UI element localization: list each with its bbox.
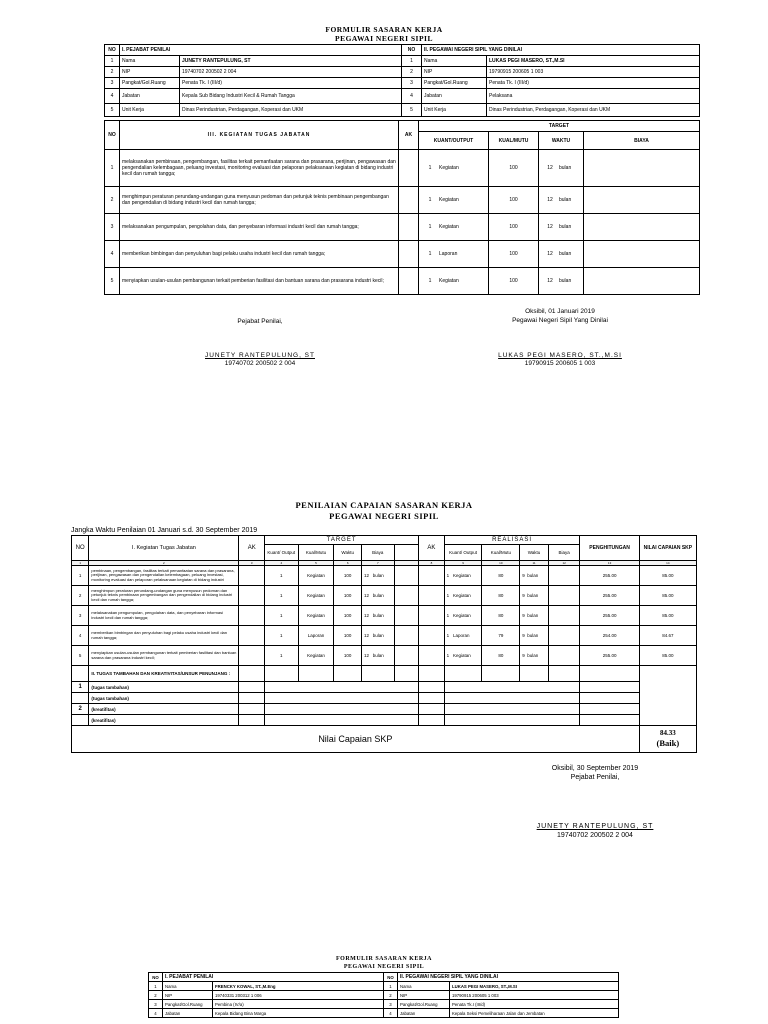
extra-label: (kreatifitas) bbox=[89, 704, 239, 715]
row-value: Kepala Sub Bidang Industri Kecil & Rumah Tangga bbox=[180, 89, 402, 104]
form1-task-row bbox=[105, 241, 700, 268]
form1-no-header-right: NO bbox=[402, 45, 422, 56]
form3-no-header-right: NO bbox=[384, 973, 398, 982]
nilai-value: 84.67 bbox=[639, 626, 696, 646]
t-unit: Kegiatan bbox=[298, 606, 334, 626]
task-waktu: 12 bulan bbox=[539, 268, 584, 295]
penghitungan-value: 255.00 bbox=[580, 566, 639, 586]
row-label: Pangkat/Gol.Ruang bbox=[163, 1000, 213, 1009]
task-biaya bbox=[584, 150, 700, 187]
row-value: Penata Tk. I (III/d) bbox=[487, 78, 700, 89]
col-num: 12 bbox=[548, 561, 580, 566]
extra-label: (kreatifitas) bbox=[89, 715, 239, 726]
form2-extra-header-row bbox=[72, 666, 697, 682]
task-text: menyiapkan usulan-usulan pembangunan terkait pemberian fasilitasi dan bantuan sarana dan prasarana industri kecil; bbox=[89, 646, 239, 666]
t-biaya bbox=[394, 626, 419, 646]
form2-evaluation-table bbox=[71, 535, 697, 753]
row-label: Jabatan bbox=[422, 89, 487, 104]
form1-task-row bbox=[105, 150, 700, 187]
form3-pns-header: II. PEGAWAI NEGERI SIPIL YANG DINILAI bbox=[398, 973, 619, 982]
task-ak bbox=[239, 606, 265, 626]
form1-kual-header: KUAL/MUTU bbox=[489, 132, 539, 150]
form2-pejabat-nip: 19740702 200502 2 004 bbox=[557, 832, 633, 839]
task-ak bbox=[399, 214, 419, 241]
form2-r-kuant-header: Kuant/ Output bbox=[444, 545, 482, 561]
nilai-value: 85.00 bbox=[639, 646, 696, 666]
task-ak bbox=[239, 566, 265, 586]
task-text: pembinaan, pengembangan, fasilitas terkait pemanfaatan sarana dan prasarana, perijinan, pengawasan dan pengendalian kelembagaan, peluang investasi, monitoring evaluasi dan pelaporan pelaksanaan kegiatan di bidang industri bbox=[89, 566, 239, 586]
t-waktu: 12 bulan bbox=[361, 646, 394, 666]
task-text: menghimpun peraturan perundang-undangan guna menyusun pedoman dan petunjuk teknis pembinaan pengembangan dan pengendalian di bidang industri kecil dan rumah tangga; bbox=[120, 187, 399, 214]
row-no: 1 bbox=[149, 982, 163, 991]
form1-identity-row bbox=[105, 104, 700, 117]
col-num: 13 bbox=[580, 561, 639, 566]
row-no: 3 bbox=[384, 1000, 398, 1009]
form2-pejabat-title: Pejabat Penilai, bbox=[570, 774, 620, 781]
t-kual: 100 bbox=[334, 626, 362, 646]
task-no: 1 bbox=[105, 150, 120, 187]
row-value: 19740702 200502 2 004 bbox=[180, 67, 402, 78]
task-kual: 100 bbox=[489, 241, 539, 268]
task-text: melaksanakan pembinaan, pengembangan, fasilitas terkait pemanfaatan sarana dan prasarana, perijinan, pengawasan dan pengendalian kelembagaan, peluang investasi, monitoring evaluasi dan pelaporan pelaksanaan kegiatan di bidang industri kecil dan rumah tangga; bbox=[120, 150, 399, 187]
extra-no bbox=[72, 666, 89, 682]
row-no: 4 bbox=[149, 1009, 163, 1018]
row-no: 2 bbox=[402, 67, 422, 78]
task-no: 5 bbox=[105, 268, 120, 295]
task-text: melaksanakan pengumpulan, pengolahan data, dan penyebaran informasi industri kecil dan rumah tangga; bbox=[120, 214, 399, 241]
form2-task-row bbox=[72, 646, 697, 666]
form2-task-row bbox=[72, 566, 697, 586]
extra-nilai-blank bbox=[639, 666, 696, 726]
t-unit: Kegiatan bbox=[298, 586, 334, 606]
row-label: NIP bbox=[163, 991, 213, 1000]
form2-r-kual-header: Kual/Mutu bbox=[482, 545, 520, 561]
form1-waktu-header: WAKTU bbox=[539, 132, 584, 150]
r-biaya bbox=[548, 626, 580, 646]
t-waktu: 12 bulan bbox=[361, 586, 394, 606]
row-value: Pembina (IV/a) bbox=[213, 1000, 384, 1009]
task-kuant: 1 Kegiatan bbox=[419, 187, 489, 214]
form2-penghitungan-header: PENGHITUNGAN bbox=[580, 536, 639, 561]
form2-no-header: NO bbox=[72, 536, 89, 561]
form2-task-row bbox=[72, 606, 697, 626]
form1-task-ak-header: AK bbox=[399, 121, 419, 150]
row-no: 4 bbox=[105, 89, 120, 104]
nilai-capaian-value: 84.33 bbox=[659, 729, 676, 737]
t-kual: 100 bbox=[334, 606, 362, 626]
t-kual: 100 bbox=[334, 646, 362, 666]
col-num: 3 bbox=[239, 561, 265, 566]
form2-task-row bbox=[72, 586, 697, 606]
form1-identity-row bbox=[105, 78, 700, 89]
row-no: 1 bbox=[105, 56, 120, 67]
t-biaya bbox=[394, 646, 419, 666]
task-kual: 100 bbox=[489, 268, 539, 295]
row-label: Pangkat/Gol.Ruang bbox=[422, 78, 487, 89]
form2-ak-header: AK bbox=[239, 536, 265, 561]
task-waktu: 12 bulan bbox=[539, 187, 584, 214]
task-no: 5 bbox=[72, 646, 89, 666]
task-ak bbox=[399, 150, 419, 187]
r-kuant: 1 Kegiatan bbox=[444, 646, 482, 666]
form2-extra-row bbox=[72, 693, 697, 704]
form3-identity-row bbox=[149, 1009, 619, 1018]
row-label: Pangkat/Gol.Ruang bbox=[398, 1000, 450, 1009]
task-kual: 100 bbox=[489, 214, 539, 241]
t-kuant: 1 bbox=[264, 626, 298, 646]
row-label: NIP bbox=[120, 67, 180, 78]
t-unit: Kegiatan bbox=[298, 566, 334, 586]
t-waktu: 12 bulan bbox=[361, 626, 394, 646]
row-value: Pelaksana bbox=[487, 89, 700, 104]
form3-title-line1: FORMULIR SASARAN KERJA bbox=[335, 956, 432, 962]
t-unit: Kegiatan bbox=[298, 646, 334, 666]
task-ak bbox=[239, 646, 265, 666]
row-no: 3 bbox=[402, 78, 422, 89]
task-no: 4 bbox=[72, 626, 89, 646]
r-kuant: 1 Laporan bbox=[444, 626, 482, 646]
row-no: 3 bbox=[105, 78, 120, 89]
form2-t-kuant-header: Kuant/ Output bbox=[264, 545, 298, 561]
penghitungan-value: 255.00 bbox=[580, 586, 639, 606]
task-no: 2 bbox=[105, 187, 120, 214]
r-kuant: 1 Kegiatan bbox=[444, 606, 482, 626]
row-label: NIP bbox=[422, 67, 487, 78]
task-kuant: 1 Kegiatan bbox=[419, 268, 489, 295]
col-num: 6 bbox=[334, 561, 362, 566]
col-num: 11 bbox=[520, 561, 549, 566]
task-ak bbox=[239, 586, 265, 606]
form2-period: Jangka Waktu Penilaian 01 Januari s.d. 30 September 2019 bbox=[71, 527, 258, 534]
col-num: 10 bbox=[482, 561, 520, 566]
task-text: menghimpun peraturan perundang-undangan guna menyusun pedoman dan petunjuk teknis pembinaan pengembangan dan pengendalian di bidang industri kecil dan rumah tangga; bbox=[89, 586, 239, 606]
form1-no-header: NO bbox=[105, 45, 120, 56]
form2-extra-row bbox=[72, 704, 697, 715]
form1-pns-nip: 19790915 200605 1 003 bbox=[524, 360, 596, 367]
t-biaya bbox=[394, 606, 419, 626]
form3-identity-row bbox=[149, 991, 619, 1000]
col-num: 14 bbox=[639, 561, 696, 566]
row-value: Penata Tk.I (III/d) bbox=[450, 1000, 619, 1009]
task-ak bbox=[399, 187, 419, 214]
r-biaya bbox=[548, 586, 580, 606]
t-waktu: 12 bulan bbox=[361, 566, 394, 586]
nilai-capaian-cell bbox=[639, 726, 696, 753]
col-num: 8 bbox=[419, 561, 445, 566]
row-no: 4 bbox=[402, 89, 422, 104]
extra-no bbox=[72, 693, 89, 704]
row-value: Kepala Seksi Pemeliharaan Jalan dan Jembatan bbox=[450, 1009, 619, 1018]
form1-pejabat-header: I. PEJABAT PENILAI bbox=[120, 45, 402, 56]
task-text: menyiapkan usulan-usulan pembangunan terkait pemberian fasilitasi dan bantuan sarana dan prasarana industri kecil; bbox=[120, 268, 399, 295]
form2-place-date: Oksibil, 30 September 2019 bbox=[551, 765, 639, 772]
col-num: 5 bbox=[298, 561, 334, 566]
form2-nilai-row bbox=[72, 726, 697, 753]
penghitungan-value: 255.00 bbox=[580, 606, 639, 626]
task-waktu: 12 bulan bbox=[539, 241, 584, 268]
col-num: 1 bbox=[72, 561, 89, 566]
form2-t-empty-header bbox=[394, 545, 419, 561]
nilai-value: 85.00 bbox=[639, 586, 696, 606]
row-value: JUNETY RANTEPULUNG, ST bbox=[180, 56, 402, 67]
form2-t-waktu-header: Waktu bbox=[334, 545, 362, 561]
r-kual: 80 bbox=[482, 566, 520, 586]
r-biaya bbox=[548, 646, 580, 666]
task-kual: 100 bbox=[489, 187, 539, 214]
row-value: 19790915 200605 1 003 bbox=[487, 67, 700, 78]
task-no: 1 bbox=[72, 566, 89, 586]
form1-task-row bbox=[105, 268, 700, 295]
nilai-value: 85.00 bbox=[639, 566, 696, 586]
r-kuant: 1 Kegiatan bbox=[444, 566, 482, 586]
row-no: 3 bbox=[149, 1000, 163, 1009]
r-waktu: 9 bulan bbox=[520, 626, 549, 646]
r-waktu: 9 bulan bbox=[520, 566, 549, 586]
t-waktu: 12 bulan bbox=[361, 606, 394, 626]
row-no: 5 bbox=[402, 104, 422, 117]
task-ak bbox=[399, 268, 419, 295]
row-no: 1 bbox=[402, 56, 422, 67]
form1-task-row bbox=[105, 187, 700, 214]
task-waktu: 12 bulan bbox=[539, 150, 584, 187]
form1-identity-table bbox=[104, 44, 700, 117]
task-biaya bbox=[584, 214, 700, 241]
row-label: Nama bbox=[422, 56, 487, 67]
t-kuant: 1 bbox=[264, 646, 298, 666]
task-ak bbox=[399, 241, 419, 268]
penghitungan-value: 254.00 bbox=[580, 626, 639, 646]
form1-pns-title: Pegawai Negeri Sipil Yang Dinilai bbox=[512, 317, 608, 324]
row-value: Penata Tk. I (III/d) bbox=[180, 78, 402, 89]
form1-pns-name: LUKAS PEGI MASERO, ST.,M.SI bbox=[498, 352, 622, 359]
t-unit: Laporan bbox=[298, 626, 334, 646]
form1-pejabat-name: JUNETY RANTEPULUNG, ST bbox=[204, 352, 315, 359]
form2-ak2-header: AK bbox=[419, 536, 445, 561]
nilai-capaian-kategori: (Baik) bbox=[656, 738, 680, 748]
form3-no-header: NO bbox=[149, 973, 163, 982]
r-kual: 79 bbox=[482, 626, 520, 646]
row-label: Nama bbox=[120, 56, 180, 67]
r-kual: 80 bbox=[482, 646, 520, 666]
row-label: Jabatan bbox=[398, 1009, 450, 1018]
r-biaya bbox=[548, 566, 580, 586]
r-ak bbox=[419, 626, 445, 646]
row-value: LUKAS PEGI MASERO, ST.,M.SI bbox=[487, 56, 700, 67]
task-kuant: 1 Kegiatan bbox=[419, 150, 489, 187]
r-kual: 80 bbox=[482, 606, 520, 626]
form2-realisasi-header: REALISASI bbox=[444, 536, 580, 545]
form1-biaya-header: BIAYA bbox=[584, 132, 700, 150]
row-value: Kepala Bidang Bina Marga bbox=[213, 1009, 384, 1018]
task-biaya bbox=[584, 268, 700, 295]
t-kuant: 1 bbox=[264, 566, 298, 586]
task-ak bbox=[239, 626, 265, 646]
form1-task-row bbox=[105, 214, 700, 241]
row-label: NIP bbox=[398, 991, 450, 1000]
form1-task-kegiatan-header: III. KEGIATAN TUGAS JABATAN bbox=[120, 121, 399, 150]
task-text: memberikan bimbingan dan penyuluhan bagi pelaku usaha industri kecil dan rumah tangga; bbox=[120, 241, 399, 268]
row-value: 19740331 200312 1 006 bbox=[213, 991, 384, 1000]
form1-task-no-header: NO bbox=[105, 121, 120, 150]
form1-pejabat-nip: 19740702 200502 2 004 bbox=[224, 360, 296, 367]
r-biaya bbox=[548, 606, 580, 626]
form1-title-line2: PEGAWAI NEGERI SIPIL bbox=[335, 34, 433, 43]
task-no: 3 bbox=[105, 214, 120, 241]
form3-title bbox=[0, 955, 768, 971]
form1-identity-row bbox=[105, 89, 700, 104]
form2-nilai-header: NILAI CAPAIAN SKP bbox=[639, 536, 696, 561]
extra-header: II. TUGAS TAMBAHAN DAN KREATIVITAS/UNSUR PENUNJANG : bbox=[89, 666, 239, 682]
task-text: memberikan bimbingan dan penyuluhan bagi pelaku usaha industri kecil dan rumah tangga; bbox=[89, 626, 239, 646]
form1-identity-row bbox=[105, 67, 700, 78]
task-kuant: 1 Kegiatan bbox=[419, 214, 489, 241]
col-num: 9 bbox=[444, 561, 482, 566]
row-no: 5 bbox=[105, 104, 120, 117]
row-label: Unit Kerja bbox=[422, 104, 487, 117]
form2-extra-row bbox=[72, 715, 697, 726]
form3-pejabat-header: I. PEJABAT PENILAI bbox=[163, 973, 384, 982]
r-ak bbox=[419, 646, 445, 666]
task-no: 3 bbox=[72, 606, 89, 626]
col-num: 7 bbox=[361, 561, 394, 566]
row-no: 2 bbox=[105, 67, 120, 78]
form3-identity-row bbox=[149, 1000, 619, 1009]
r-waktu: 9 bulan bbox=[520, 646, 549, 666]
t-biaya bbox=[394, 566, 419, 586]
form2-t-biaya-header: Biaya bbox=[361, 545, 394, 561]
extra-no: 1 bbox=[72, 682, 89, 693]
r-waktu: 9 bulan bbox=[520, 606, 549, 626]
form2-t-kual-header: Kual/Mutu bbox=[298, 545, 334, 561]
row-label: Nama bbox=[163, 982, 213, 991]
form1-pejabat-title: Pejabat Penilai, bbox=[237, 318, 283, 325]
form1-pns-header: II. PEGAWAI NEGERI SIPIL YANG DINILAI bbox=[422, 45, 700, 56]
task-text: melaksanakan pengumpulan, pengolahan data, dan penyebaran informasi industri kecil dan rumah tangga; bbox=[89, 606, 239, 626]
row-label: Nama bbox=[398, 982, 450, 991]
form3-identity-table bbox=[148, 972, 619, 1018]
row-label: Jabatan bbox=[120, 89, 180, 104]
form1-task-table bbox=[104, 120, 700, 295]
t-kuant: 1 bbox=[264, 606, 298, 626]
task-biaya bbox=[584, 187, 700, 214]
form2-r-waktu-header: Waktu bbox=[520, 545, 549, 561]
form2-extra-row bbox=[72, 682, 697, 693]
form3-title-line2: PEGAWAI NEGERI SIPIL bbox=[343, 964, 425, 970]
t-biaya bbox=[394, 586, 419, 606]
task-no: 4 bbox=[105, 241, 120, 268]
form2-pejabat-name: JUNETY RANTEPULUNG, ST bbox=[536, 823, 654, 830]
row-no: 2 bbox=[149, 991, 163, 1000]
row-no: 1 bbox=[384, 982, 398, 991]
r-ak bbox=[419, 586, 445, 606]
form2-task-row bbox=[72, 626, 697, 646]
r-waktu: 9 bulan bbox=[520, 586, 549, 606]
form2-target-header: TARGET bbox=[264, 536, 418, 545]
task-waktu: 12 bulan bbox=[539, 214, 584, 241]
form1-title-line1: FORMULIR SASARAN KERJA bbox=[325, 25, 443, 34]
r-kuant: 1 Kegiatan bbox=[444, 586, 482, 606]
t-kual: 100 bbox=[334, 586, 362, 606]
form1-place-date: Oksibil, 01 Januari 2019 bbox=[525, 308, 595, 315]
row-no: 2 bbox=[384, 991, 398, 1000]
r-ak bbox=[419, 566, 445, 586]
form1-kuant-header: KUANT/OUTPUT bbox=[419, 132, 489, 150]
form2-title-line1: PENILAIAN CAPAIAN SASARAN KERJA bbox=[295, 500, 473, 510]
col-num: 2 bbox=[89, 561, 239, 566]
row-label: Pangkat/Gol.Ruang bbox=[120, 78, 180, 89]
t-kual: 100 bbox=[334, 566, 362, 586]
form1-identity-row bbox=[105, 56, 700, 67]
extra-no: 2 bbox=[72, 704, 89, 715]
row-no: 4 bbox=[384, 1009, 398, 1018]
form2-r-biaya-header: Biaya bbox=[548, 545, 580, 561]
row-label: Unit Kerja bbox=[120, 104, 180, 117]
form2-kegiatan-header: I. Kegiatan Tugas Jabatan bbox=[89, 536, 239, 561]
r-ak bbox=[419, 606, 445, 626]
form2-title bbox=[0, 500, 768, 522]
row-value: 19790915 200605 1 003 bbox=[450, 991, 619, 1000]
form3-identity-row bbox=[149, 982, 619, 991]
task-no: 2 bbox=[72, 586, 89, 606]
r-kual: 80 bbox=[482, 586, 520, 606]
extra-label: (tugas tambahan) bbox=[89, 682, 239, 693]
penghitungan-value: 255.00 bbox=[580, 646, 639, 666]
form1-title bbox=[0, 25, 768, 43]
t-kuant: 1 bbox=[264, 586, 298, 606]
nilai-capaian-label: Nilai Capaian SKP bbox=[72, 726, 640, 753]
col-num: 4 bbox=[264, 561, 298, 566]
row-label: Jabatan bbox=[163, 1009, 213, 1018]
nilai-value: 85.00 bbox=[639, 606, 696, 626]
task-kual: 100 bbox=[489, 150, 539, 187]
row-value: Dinas Perindustrian, Perdagangan, Koperasi dan UKM bbox=[487, 104, 700, 117]
form1-target-header: TARGET bbox=[419, 121, 700, 132]
extra-label: (tugas tambahan) bbox=[89, 693, 239, 704]
task-kuant: 1 Laporan bbox=[419, 241, 489, 268]
extra-no bbox=[72, 715, 89, 726]
task-biaya bbox=[584, 241, 700, 268]
row-value: Dinas Perindustrian, Perdagangan, Koperasi dan UKM bbox=[180, 104, 402, 117]
form2-title-line2: PEGAWAI NEGERI SIPIL bbox=[329, 511, 439, 521]
row-value: FRENCKY KOWAL, ST.,M.Eng bbox=[213, 982, 384, 991]
row-value: LUKAS PEGI MASERO, ST.,M.SI bbox=[450, 982, 619, 991]
